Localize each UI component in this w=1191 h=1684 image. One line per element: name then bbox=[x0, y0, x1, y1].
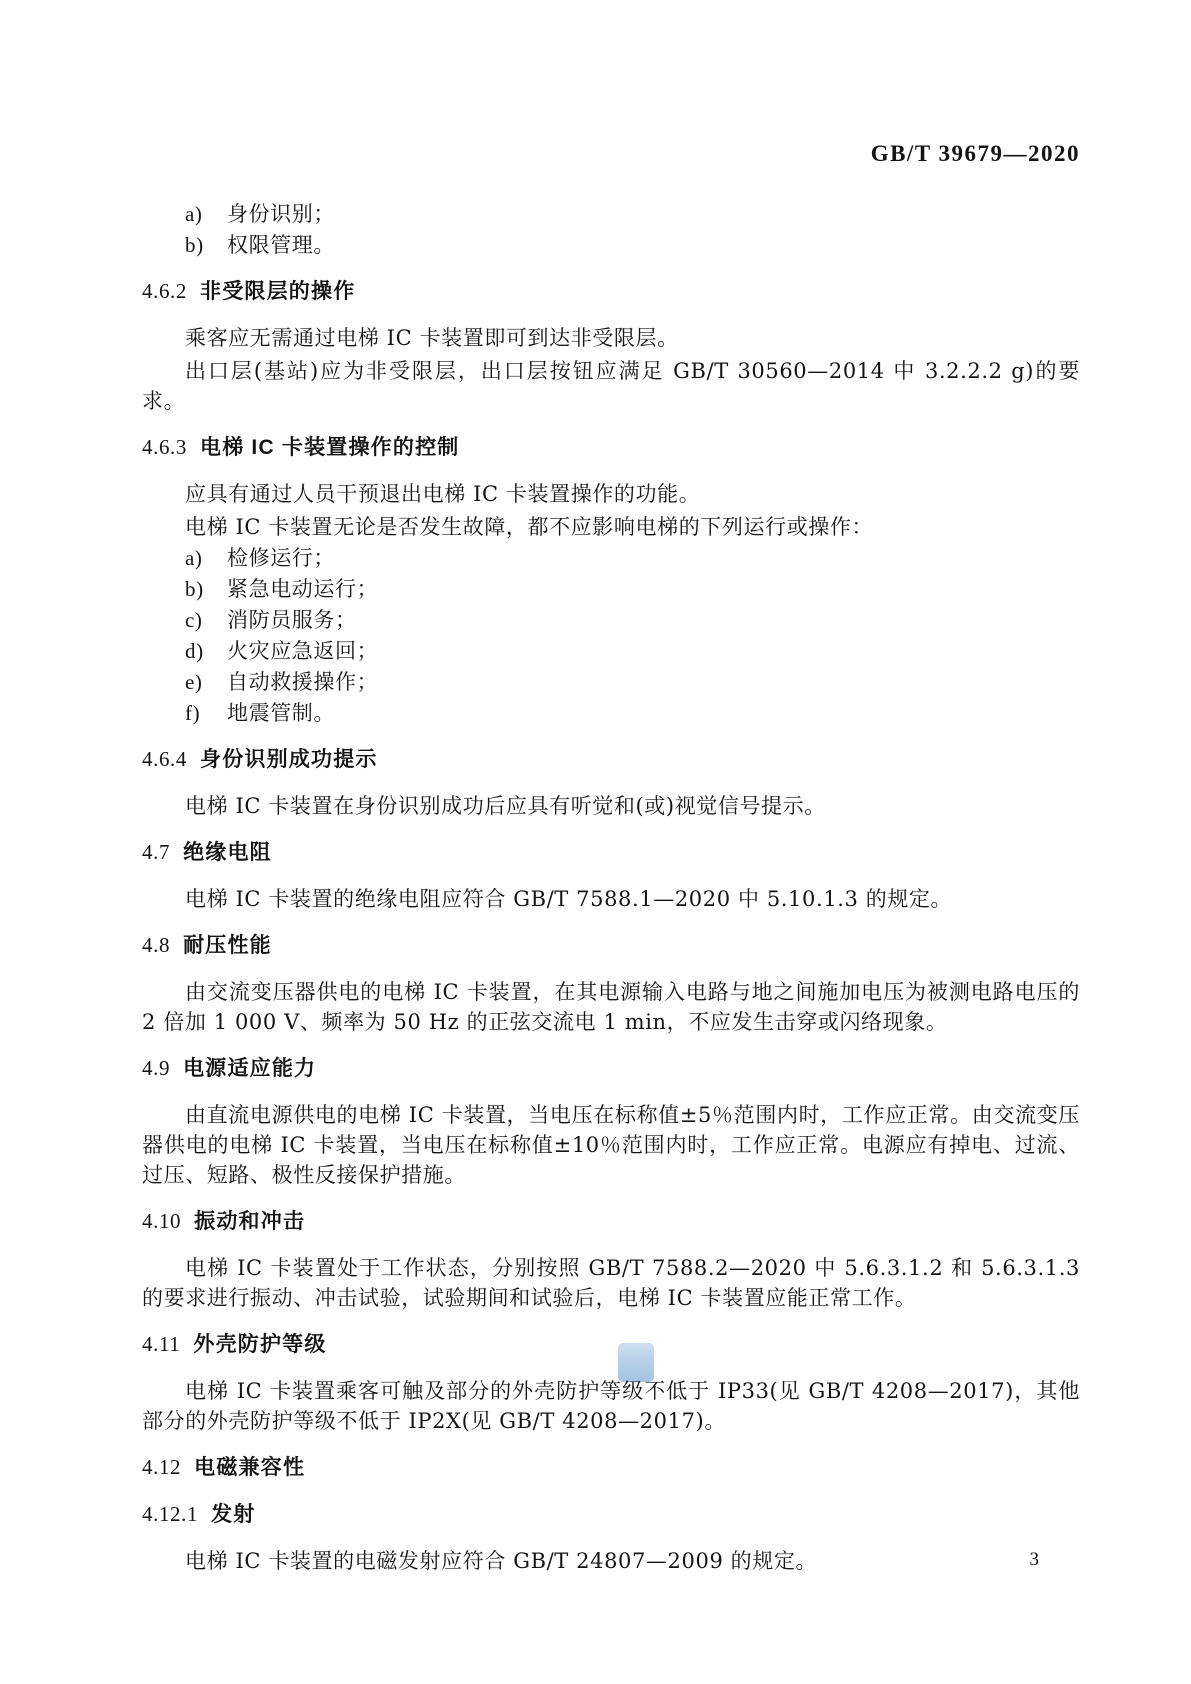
section-heading bbox=[142, 837, 1080, 868]
section-number: 4.12 bbox=[142, 1455, 182, 1479]
section-heading bbox=[142, 744, 1080, 775]
section-title: 非受限层的操作 bbox=[200, 280, 356, 303]
section-heading bbox=[142, 1452, 1080, 1483]
list-item-text: 紧急电动运行； bbox=[227, 577, 379, 601]
list-item bbox=[142, 230, 1080, 260]
section-heading bbox=[142, 930, 1080, 961]
section-number: 4.10 bbox=[142, 1209, 182, 1233]
section-title: 电梯 IC 卡装置操作的控制 bbox=[200, 436, 460, 459]
list-item-label: c) bbox=[185, 608, 203, 632]
list-item-label: a) bbox=[185, 202, 203, 226]
paragraph: 出口层(基站)应为非受限层，出口层按钮应满足 GB/T 30560—2014 中 3.2.2.2 g)的要求。 bbox=[142, 359, 1080, 413]
section-heading bbox=[142, 276, 1080, 307]
list-item-label: d) bbox=[185, 639, 204, 663]
list-item-label: a) bbox=[185, 546, 203, 570]
list-item-text: 消防员服务； bbox=[227, 608, 357, 632]
page-number: 3 bbox=[1029, 1549, 1039, 1570]
list-item-text: 检修运行； bbox=[227, 546, 335, 570]
paragraph: 乘客应无需通过电梯 IC 卡装置即可到达非受限层。 bbox=[185, 326, 679, 350]
paragraph: 电梯 IC 卡装置的绝缘电阻应符合 GB/T 7588.1—2020 中 5.10.1.3 的规定。 bbox=[185, 887, 953, 911]
section-heading bbox=[142, 1053, 1080, 1084]
section-title: 电磁兼容性 bbox=[194, 1456, 306, 1479]
list-item-label: b) bbox=[185, 577, 204, 601]
section-number: 4.9 bbox=[142, 1056, 171, 1080]
section-heading bbox=[142, 1329, 1080, 1360]
list-item-label: e) bbox=[185, 670, 203, 694]
paragraph: 由直流电源供电的电梯 IC 卡装置，当电压在标称值±5％范围内时，工作应正常。由交流变压器供电的电梯 IC 卡装置，当电压在标称值±10％范围内时，工作应正常。电源应有掉电、过流、过压、短路、极性反接保护措施。 bbox=[142, 1103, 1080, 1187]
section-heading bbox=[142, 1206, 1080, 1237]
section-number: 4.6.3 bbox=[142, 435, 187, 459]
section-heading bbox=[142, 432, 1080, 463]
paragraph: 应具有通过人员干预退出电梯 IC 卡装置操作的功能。 bbox=[185, 482, 701, 506]
list-item-text: 地震管制。 bbox=[227, 701, 335, 725]
section-title: 振动和冲击 bbox=[194, 1210, 306, 1233]
list-item-text: 自动救援操作； bbox=[227, 670, 379, 694]
list-item-text: 火灾应急返回； bbox=[227, 639, 379, 663]
paragraph: 由交流变压器供电的电梯 IC 卡装置，在其电源输入电路与地之间施加电压为被测电路电压的 2 倍加 1 000 V、频率为 50 Hz 的正弦交流电 1 min，不应发生击穿或闪络现象。 bbox=[142, 980, 1080, 1034]
paragraph: 电梯 IC 卡装置乘客可触及部分的外壳防护等级不低于 IP33(见 GB/T 4208—2017)，其他部分的外壳防护等级不低于 IP2X(见 GB/T 4208—2017)。 bbox=[142, 1379, 1080, 1433]
section-number: 4.7 bbox=[142, 840, 171, 864]
list-item bbox=[142, 199, 1080, 229]
list-item-label: f) bbox=[185, 701, 201, 725]
standard-number-header: GB/T 39679—2020 bbox=[870, 141, 1080, 166]
section-title: 身份识别成功提示 bbox=[200, 748, 378, 771]
section-title: 发射 bbox=[211, 1503, 256, 1526]
section-title: 绝缘电阻 bbox=[183, 841, 272, 864]
list-item bbox=[142, 574, 1080, 604]
paragraph: 电梯 IC 卡装置处于工作状态，分别按照 GB/T 7588.2—2020 中 5.6.3.1.2 和 5.6.3.1.3 的要求进行振动、冲击试验，试验期间和试验后，电梯 IC 卡装置应能正常工作。 bbox=[142, 1256, 1080, 1310]
list-item bbox=[142, 636, 1080, 666]
section-number: 4.12.1 bbox=[142, 1502, 199, 1526]
list-item bbox=[142, 698, 1080, 728]
section-title: 耐压性能 bbox=[183, 934, 272, 957]
section-number: 4.6.4 bbox=[142, 747, 187, 771]
section-title: 电源适应能力 bbox=[183, 1057, 317, 1080]
section-heading bbox=[142, 1499, 1080, 1530]
list-item-text: 身份识别； bbox=[227, 202, 335, 226]
section-title: 外壳防护等级 bbox=[193, 1333, 327, 1356]
list-item bbox=[142, 543, 1080, 573]
page-content bbox=[142, 0, 1080, 1576]
list-item-text: 权限管理。 bbox=[227, 233, 335, 257]
section-number: 4.8 bbox=[142, 933, 171, 957]
list-item bbox=[142, 667, 1080, 697]
paragraph: 电梯 IC 卡装置无论是否发生故障，都不应影响电梯的下列运行或操作： bbox=[185, 515, 874, 539]
paragraph: 电梯 IC 卡装置的电磁发射应符合 GB/T 24807—2009 的规定。 bbox=[185, 1549, 818, 1573]
section-number: 4.11 bbox=[142, 1332, 181, 1356]
section-number: 4.6.2 bbox=[142, 279, 187, 303]
paragraph: 电梯 IC 卡装置在身份识别成功后应具有听觉和(或)视觉信号提示。 bbox=[185, 794, 826, 818]
list-item-label: b) bbox=[185, 233, 204, 257]
list-item bbox=[142, 605, 1080, 635]
